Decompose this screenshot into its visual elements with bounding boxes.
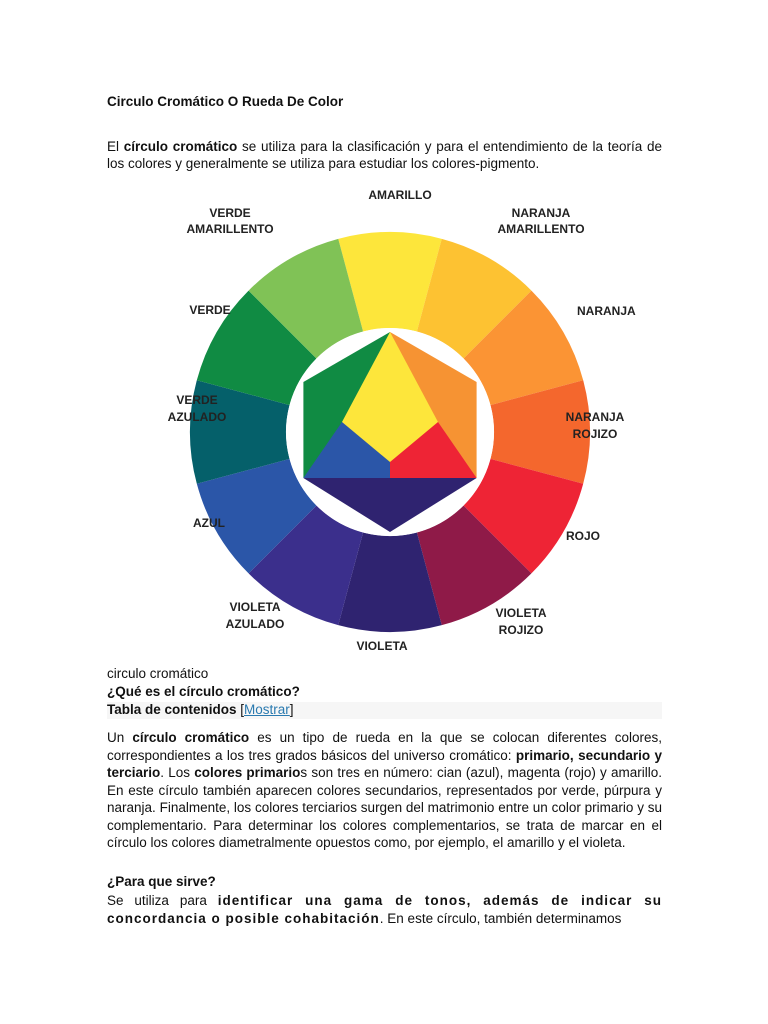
- uso-text-2: . En este círculo, también determinamos: [379, 910, 622, 926]
- label-amarillo: AMARILLO: [368, 188, 432, 202]
- label-violeta-azulado-2: AZULADO: [225, 617, 285, 631]
- label-violeta-azulado-1: VIOLETA: [229, 600, 281, 614]
- toc-close-bracket: ]: [289, 702, 294, 717]
- label-violeta-rojizo-1: VIOLETA: [495, 606, 547, 620]
- intro-bold-1: círculo cromático: [123, 139, 238, 154]
- color-wheel-image: [167, 180, 636, 660]
- paragraph-definition: [107, 729, 662, 852]
- paragraph-uso: [107, 892, 662, 927]
- intro-text-2: se utiliza para la clasificación y para el entendimiento de la teoría de los colores y generalmente se utiliza para estudiar los colores-pigmento.: [107, 139, 662, 171]
- page-title: Circulo Cromático O Rueda De Color: [107, 94, 344, 109]
- table-of-contents: [107, 702, 662, 719]
- label-naranja-amarillento-1: NARANJA: [511, 206, 571, 220]
- def-text-2: es un tipo de rueda en la que se colocan diferentes colores, correspondientes a los tres grados básicos del universo cromático:: [107, 730, 662, 763]
- toc-show-link[interactable]: Mostrar: [244, 702, 290, 717]
- image-caption: circulo cromático: [107, 666, 209, 681]
- toc-open-bracket: [: [236, 702, 245, 717]
- label-rojo: ROJO: [566, 529, 601, 543]
- def-text-3: . Los: [160, 765, 195, 780]
- def-bold-2: primario, secundario y terciario: [107, 747, 663, 780]
- intro-text-1: El: [107, 139, 124, 154]
- label-violeta-rojizo-2: ROJIZO: [498, 623, 544, 637]
- label-verde-amarillento-2: AMARILLENTO: [186, 222, 274, 236]
- label-naranja-rojizo-2: ROJIZO: [572, 427, 618, 441]
- def-text-4: s son tres en número: cian (azul), magenta (rojo) y amarillo. En este círculo también aparecen colores secundarios, representados por verde, púrpura y naranja. Finalmente, los colores terciarios surgen del matrimonio entre un color primario y su complementario. Para determinar los colores complementarios, se trata de marcar en el círculo los colores diametralmente opuestos como, por ejemplo, el amarillo y el violeta.: [107, 765, 662, 850]
- label-verde-azulado-2: AZULADO: [167, 410, 227, 424]
- label-naranja-rojizo-1: NARANJA: [565, 410, 625, 424]
- label-verde-amarillento-1: VERDE: [209, 206, 251, 220]
- label-verde: VERDE: [189, 303, 231, 317]
- label-violeta: VIOLETA: [356, 639, 408, 653]
- heading-que-es: ¿Qué es el círculo cromático?: [107, 684, 300, 699]
- def-bold-3: colores primario: [194, 765, 301, 780]
- uso-text-1: Se utiliza para: [107, 893, 218, 908]
- label-naranja-amarillento-2: AMARILLENTO: [497, 222, 585, 236]
- label-naranja: NARANJA: [577, 304, 636, 318]
- uso-bold-1: identificar una gama de tonos, además de indicar su concordancia o posible cohabitación: [107, 893, 662, 926]
- label-azul: AZUL: [193, 516, 225, 530]
- toc-label: Tabla de contenidos: [107, 702, 237, 717]
- label-verde-azulado-1: VERDE: [176, 393, 218, 407]
- intro-paragraph: [107, 138, 662, 172]
- def-bold-1: círculo cromático: [132, 730, 250, 745]
- def-text-1: Un: [107, 730, 133, 745]
- heading-para-que: ¿Para que sirve?: [107, 874, 216, 889]
